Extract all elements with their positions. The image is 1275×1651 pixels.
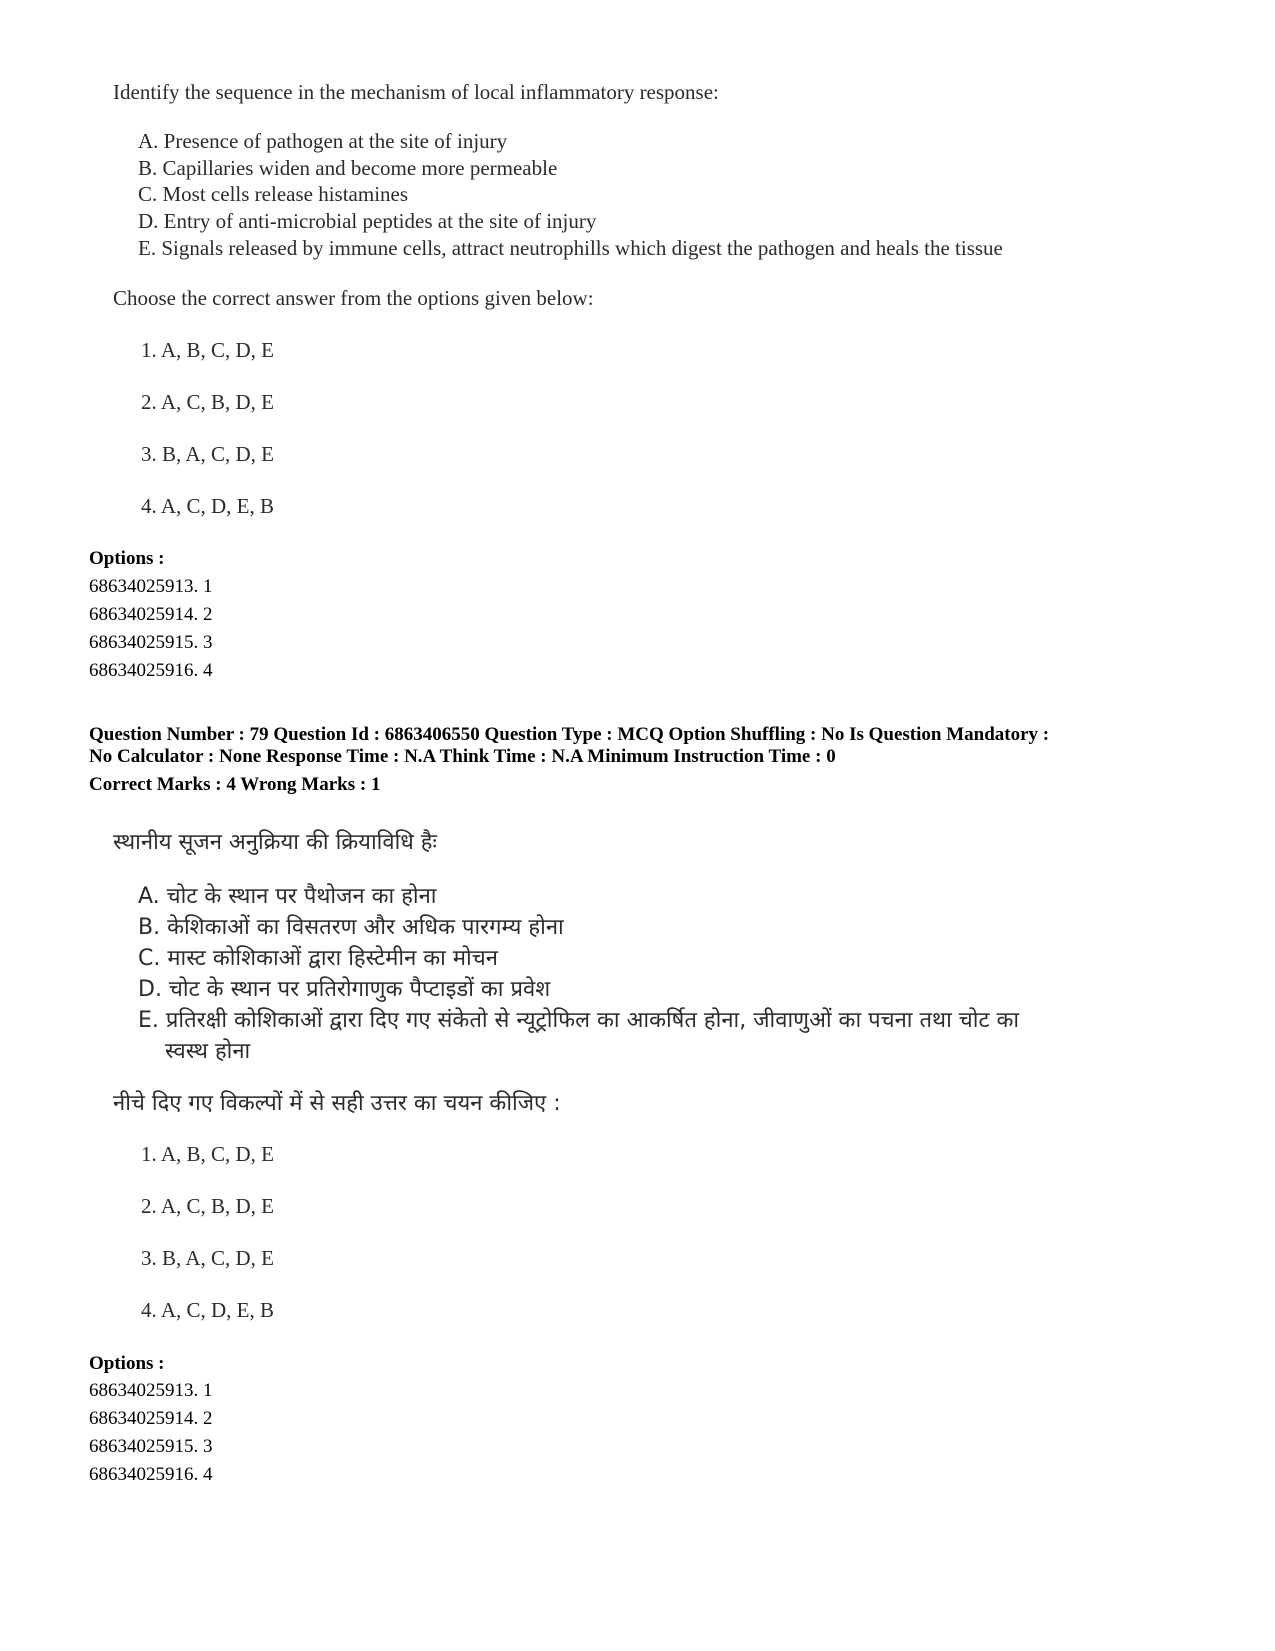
option-id-4: 68634025916. 4 — [89, 1464, 213, 1485]
statement-b-hindi: B. केशिकाओं का विसतरण और अधिक पारगम्य होना — [138, 915, 564, 940]
statement-e-hindi-continued: स्वस्थ होना — [165, 1039, 251, 1064]
option-id-3: 68634025915. 3 — [89, 632, 213, 653]
answer-choice-4: 4. A, C, D, E, B — [141, 494, 275, 518]
statement-e-hindi: E. प्रतिरक्षी कोशिकाओं द्वारा दिए गए संकेतो से न्यूट्रोफिल का आकर्षित होना, जीवाणुओं का पचना तथा चोट का — [138, 1008, 1020, 1033]
option-id-4: 68634025916. 4 — [89, 660, 213, 681]
question-prompt-hindi: स्थानीय सूजन अनुक्रिया की क्रियाविधि हैः — [113, 830, 437, 855]
answer-choice-1: 1. A, B, C, D, E — [141, 1142, 275, 1166]
answer-choice-3: 3. B, A, C, D, E — [141, 1246, 275, 1270]
choose-instruction-hindi: नीचे दिए गए विकल्पों में से सही उत्तर का चयन कीजिए : — [113, 1091, 561, 1116]
options-label: Options : — [89, 1353, 165, 1374]
statement-a-hindi: A. चोट के स्थान पर पैथोजन का होना — [138, 884, 437, 909]
statement-e: E. Signals released by immune cells, attract neutrophills which digest the pathogen and heals the tissue — [138, 236, 1003, 260]
question-prompt: Identify the sequence in the mechanism of local inflammatory response: — [113, 80, 719, 104]
statement-a: A. Presence of pathogen at the site of injury — [138, 129, 508, 153]
statement-c-hindi: C. मास्ट कोशिकाओं द्वारा हिस्टेमीन का मोचन — [138, 946, 498, 971]
option-id-1: 68634025913. 1 — [89, 1380, 213, 1401]
question-marks: Correct Marks : 4 Wrong Marks : 1 — [89, 774, 381, 795]
option-id-2: 68634025914. 2 — [89, 604, 213, 625]
answer-choice-2: 2. A, C, B, D, E — [141, 390, 275, 414]
option-id-3: 68634025915. 3 — [89, 1436, 213, 1457]
question-meta-line-1: Question Number : 79 Question Id : 6863406550 Question Type : MCQ Option Shuffling : No Is Question Mandatory : — [89, 724, 1050, 745]
answer-choice-4: 4. A, C, D, E, B — [141, 1298, 275, 1322]
answer-choice-1: 1. A, B, C, D, E — [141, 338, 275, 362]
answer-choice-2: 2. A, C, B, D, E — [141, 1194, 275, 1218]
option-id-1: 68634025913. 1 — [89, 576, 213, 597]
option-id-2: 68634025914. 2 — [89, 1408, 213, 1429]
statement-c: C. Most cells release histamines — [138, 182, 409, 206]
options-label: Options : — [89, 548, 165, 569]
statement-d: D. Entry of anti-microbial peptides at the site of injury — [138, 209, 597, 233]
question-meta-line-2: No Calculator : None Response Time : N.A Think Time : N.A Minimum Instruction Time : 0 — [89, 746, 836, 767]
answer-choice-3: 3. B, A, C, D, E — [141, 442, 275, 466]
choose-instruction: Choose the correct answer from the options given below: — [113, 286, 594, 310]
statement-b: B. Capillaries widen and become more permeable — [138, 156, 558, 180]
statement-d-hindi: D. चोट के स्थान पर प्रतिरोगाणुक पैप्टाइडों का प्रवेश — [138, 977, 551, 1002]
